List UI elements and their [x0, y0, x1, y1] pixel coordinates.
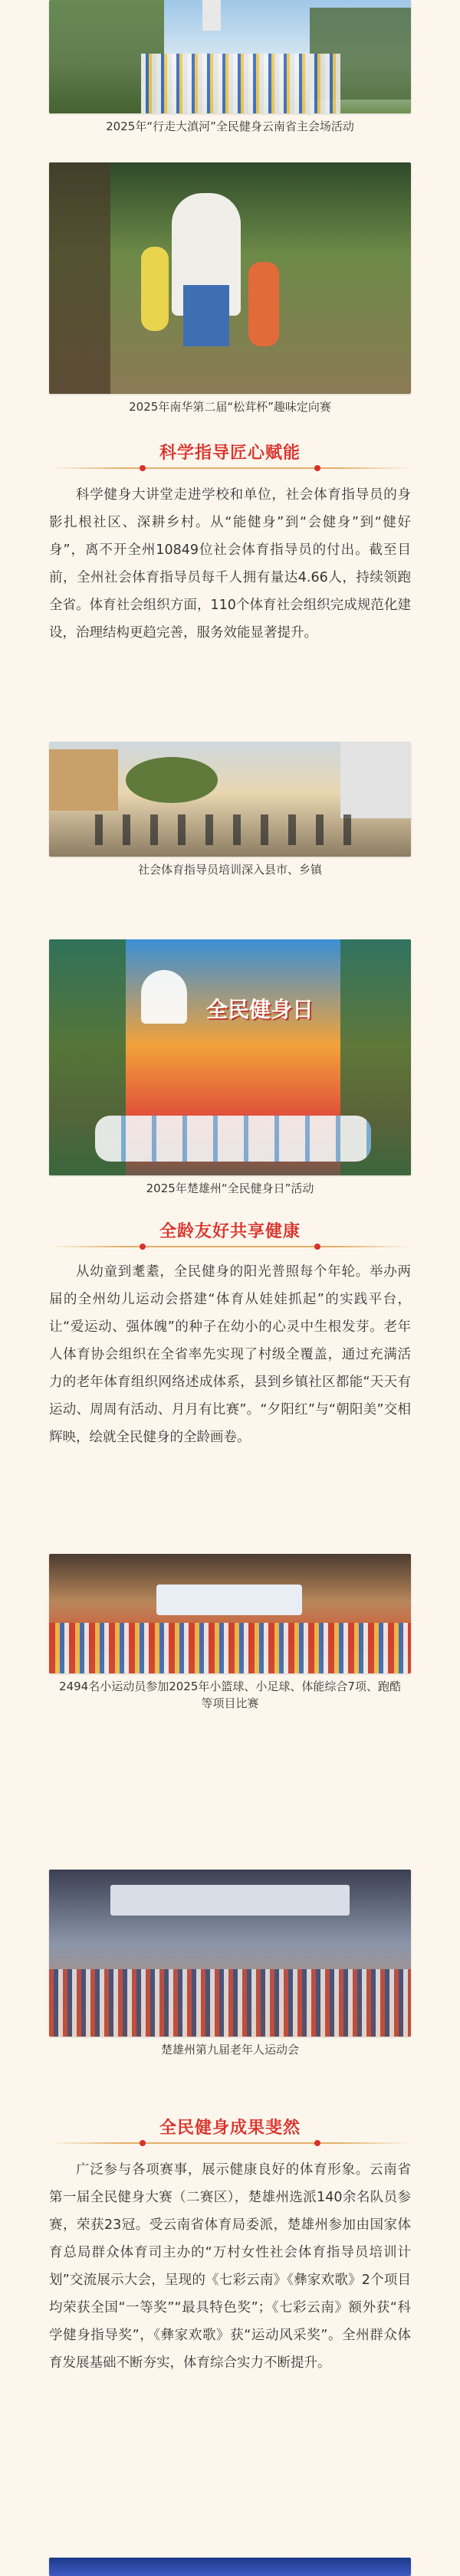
figure-fitness-day	[49, 939, 411, 1197]
section-title: 科学指导匠心赋能	[159, 444, 301, 463]
photo-bottom-partial	[49, 2558, 411, 2576]
section-title: 全民健身成果斐然	[159, 2119, 301, 2138]
figure-caption: 2025年“行走大滇河”全民健身云南省主会场活动	[106, 120, 354, 133]
figure-caption: 2025年楚雄州“全民健身日”活动	[146, 1181, 314, 1195]
section-paragraph: 广泛参与各项赛事，展示健康良好的体育形象。云南省第一届全民健身大赛（二赛区），楚雄州选派140余名队员参赛，荣获23冠。受云南省体育局委派，楚雄州参加由国家体育总局群众体育司主办的“万村女性社会体育指导员培训计划”交流展示大会，呈现的《七彩云南》《彝家欢歌》2个项目均荣获全国“一等奖”“最具特色奖”；《七彩云南》额外获“科学健身指导奖”，《彝家欢歌》获“运动风采奖”。全州群众体育发展基础不断夯实，体育综合实力不断提升。	[49, 2162, 411, 2371]
banner-text: 全民健身日	[205, 997, 314, 1022]
divider-dot	[314, 465, 320, 471]
figure-bottom-partial	[49, 2558, 411, 2576]
section-divider	[49, 1246, 411, 1247]
figure-orienteering	[49, 162, 411, 415]
section-divider	[49, 467, 411, 469]
section-paragraph: 科学健身大讲堂走进学校和单位，社会体育指导员的身影扎根社区、深耕乡村。从“能健身”到“会健身”到“健好身”，离不开全州10849位社会体育指导员的付出。截至目前，全州社会体育指导员每千人拥有量达4.66人，持续领跑全省。体育社会组织方面，110个体育社会组织完成规范化建设，治理结构更趋完善，服务效能显著提升。	[49, 487, 411, 641]
photo-kids-games	[49, 1554, 411, 1673]
figure-caption: 楚雄州第九届老年人运动会	[160, 2043, 299, 2057]
photo-instructor-training	[49, 742, 411, 857]
divider-dot	[314, 2140, 320, 2146]
photo-orienteering	[49, 162, 411, 394]
section-title: 全龄友好共享健康	[159, 1222, 301, 1241]
photo-main-venue	[49, 0, 411, 113]
divider-dot	[140, 1244, 146, 1250]
photo-senior-games	[49, 1870, 411, 2037]
figure-senior-games	[49, 1870, 411, 2058]
divider-dot	[140, 2140, 146, 2146]
figure-caption: 2025年南华第二届“松茸杯”趣味定向赛	[129, 400, 331, 414]
figure-instructor-training	[49, 742, 411, 878]
figure-main-venue	[49, 0, 411, 135]
figure-kids-games	[49, 1554, 411, 1712]
photo-fitness-day	[49, 939, 411, 1175]
section-paragraph: 从幼童到耄耋，全民健身的阳光普照每个年轮。举办两届的全州幼儿运动会搭建“体育从娃娃抓起”的实践平台，让“爱运动、强体魄”的种子在幼小的心灵中生根发芽。老年人体育协会组织在全省率先实现了村级全覆盖，通过充满活力的老年体育组织网络述成体系，县到乡镇社区都能“天天有运动、周周有活动、月月有比赛”。“夕阳红”与“朝阳美”交相辉映，绘就全民健身的全龄画卷。	[49, 1264, 411, 1445]
section-divider	[49, 2142, 411, 2144]
divider-dot	[140, 465, 146, 471]
divider-dot	[314, 1244, 320, 1250]
figure-caption: 社会体育指导员培训深入县市、乡镇	[137, 863, 322, 877]
figure-caption: 2494名小运动员参加2025年小篮球、小足球、体能综合7项、跑酷等项目比赛	[59, 1680, 401, 1710]
